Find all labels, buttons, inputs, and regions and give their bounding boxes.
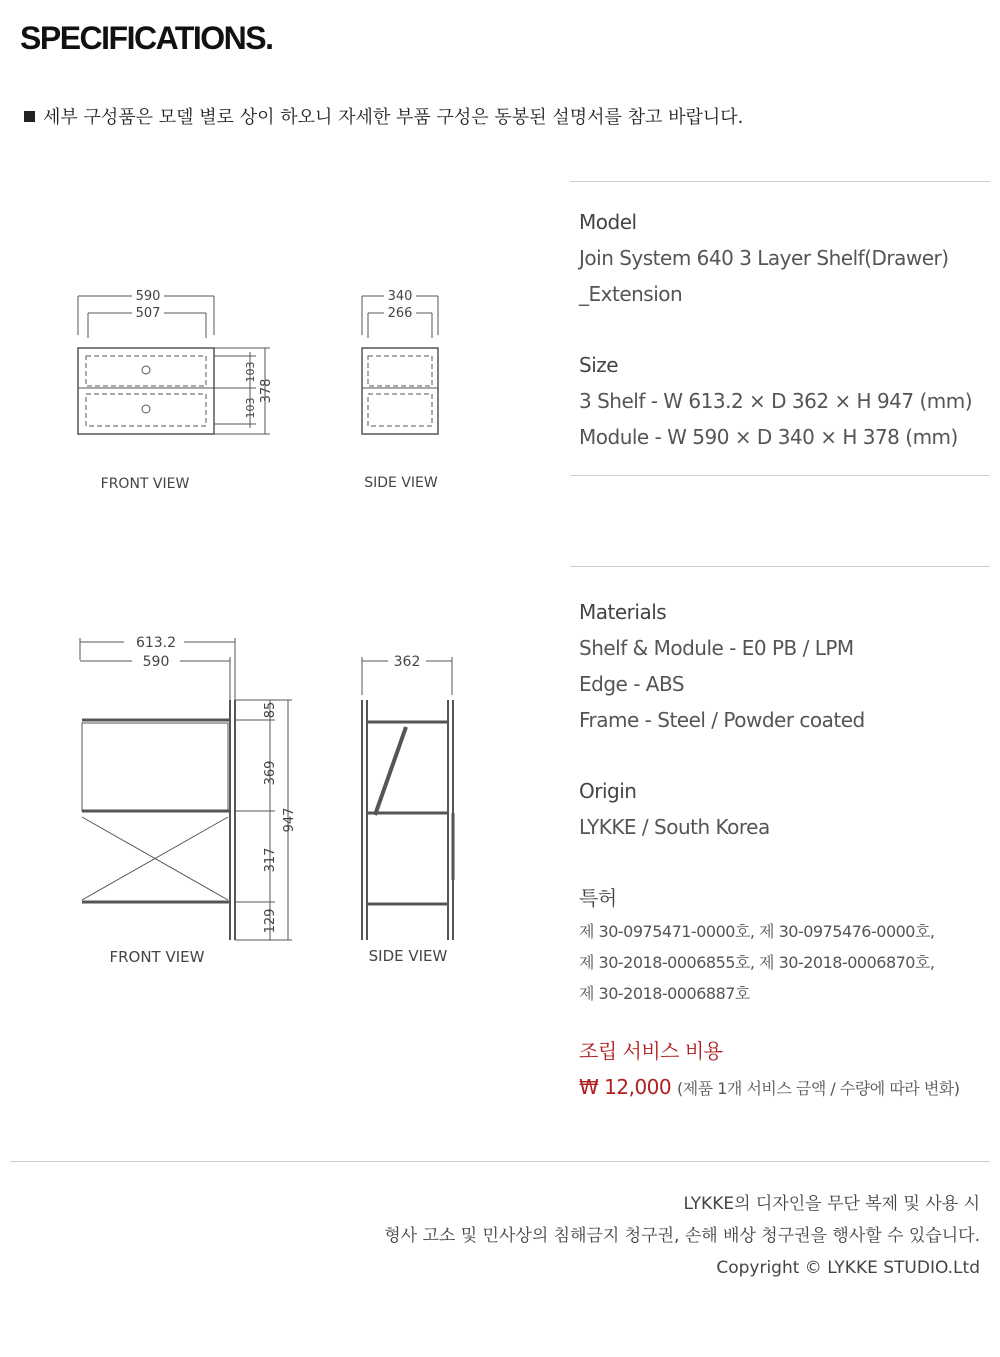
front-view-label-2: FRONT VIEW — [109, 948, 205, 966]
side-view-label-2: SIDE VIEW — [368, 947, 448, 965]
dim-947: 947 — [282, 807, 297, 833]
side-view-label: SIDE VIEW — [364, 475, 438, 491]
divider-top — [570, 181, 990, 182]
divider-mid1 — [570, 475, 990, 476]
dim-378: 378 — [259, 378, 274, 404]
dim-85: 85 — [263, 701, 278, 719]
spec-block-materials — [579, 594, 959, 1107]
dim-129: 129 — [263, 908, 278, 934]
notice-text: 세부 구성품은 모델 별로 상이 하오니 자세한 부품 구성은 동봉된 설명서를 참고 바랍니다. — [43, 107, 744, 128]
footer-line1: LYKKE의 디자인을 무단 복제 및 사용 시 — [683, 1194, 980, 1214]
patent-line3: 제 30-2018-0006887호 — [579, 984, 750, 1003]
assembly-heading: 조립 서비스 비용 — [579, 1039, 723, 1063]
dim-317: 317 — [263, 847, 278, 873]
shelf-dimension-drawing — [60, 625, 480, 975]
dim-369: 369 — [263, 760, 278, 786]
assembly-note: (제품 1개 서비스 금액 / 수량에 따라 변화) — [676, 1079, 960, 1098]
dim-590: 590 — [135, 289, 161, 304]
dim-590-shelf: 590 — [142, 654, 170, 670]
footer — [384, 1188, 980, 1284]
dim-340: 340 — [387, 289, 413, 304]
notice — [24, 103, 743, 129]
materials-heading: Materials — [579, 600, 667, 624]
dim-103-b: 103 — [244, 397, 257, 419]
size-heading: Size — [579, 353, 619, 377]
bullet-square-icon — [24, 111, 35, 122]
patent-heading: 특허 — [579, 886, 617, 910]
origin-line: LYKKE / South Korea — [579, 815, 770, 839]
patent-line2: 제 30-2018-0006855호, 제 30-2018-0006870호, — [579, 953, 935, 972]
size-line1: 3 Shelf - W 613.2 × D 362 × H 947 (mm) — [579, 389, 973, 413]
page-title: SPECIFICATIONS. — [20, 20, 273, 56]
size-line2: Module - W 590 × D 340 × H 378 (mm) — [579, 425, 958, 449]
patent-line1: 제 30-0975471-0000호, 제 30-0975476-0000호, — [579, 922, 935, 941]
footer-line2: 형사 고소 및 민사상의 침해금지 청구권, 손해 배상 청구권을 행사할 수 있습니다. — [384, 1226, 980, 1246]
module-dimension-drawing — [60, 280, 480, 510]
divider-bottom — [10, 1161, 990, 1162]
copyright: Copyright © LYKKE STUDIO.Ltd — [716, 1258, 980, 1278]
dim-507: 507 — [135, 306, 161, 321]
model-heading: Model — [579, 210, 637, 234]
assembly-price-row — [579, 1069, 959, 1107]
dim-613-2: 613.2 — [135, 635, 177, 651]
divider-mid2 — [570, 566, 990, 567]
model-line2: _Extension — [579, 282, 683, 306]
materials-line3: Frame - Steel / Powder coated — [579, 708, 865, 732]
assembly-price: ₩ 12,000 — [579, 1075, 672, 1099]
materials-line1: Shelf & Module - E0 PB / LPM — [579, 636, 854, 660]
materials-line2: Edge - ABS — [579, 672, 685, 696]
spec-block-model-size — [579, 204, 972, 455]
front-view-label: FRONT VIEW — [100, 476, 190, 492]
dim-103-a: 103 — [244, 361, 257, 383]
dim-266: 266 — [387, 306, 413, 321]
model-line1: Join System 640 3 Layer Shelf(Drawer) — [579, 246, 949, 270]
dim-362: 362 — [393, 654, 421, 670]
origin-heading: Origin — [579, 779, 637, 803]
